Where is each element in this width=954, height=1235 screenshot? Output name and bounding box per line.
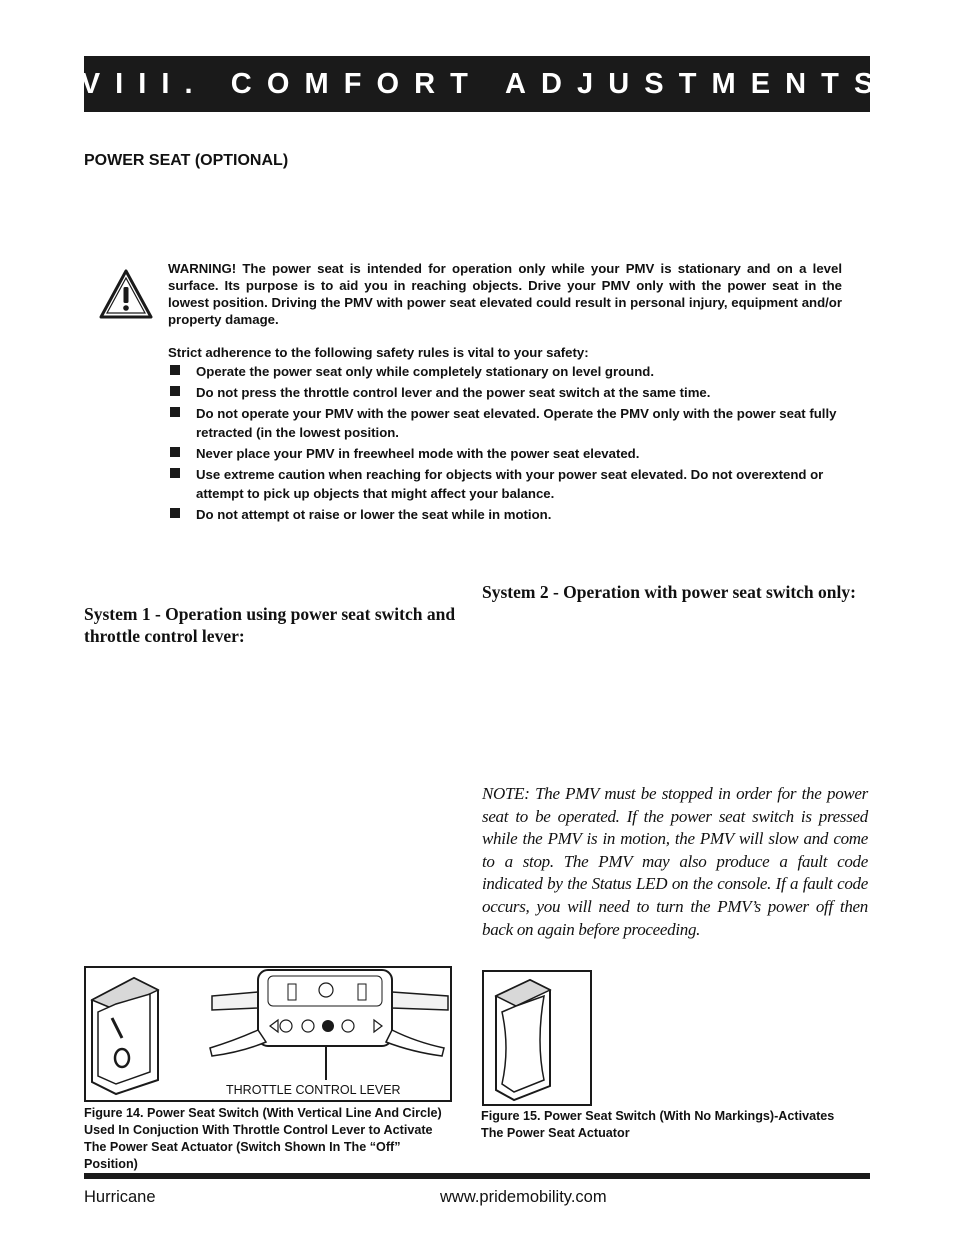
system2-heading: System 2 - Operation with power seat switch only: (482, 582, 856, 602)
chapter-title: VIII. COMFORT ADJUSTMENTS (80, 67, 889, 100)
safety-rules-intro: Strict adherence to the following safety rules is vital to your safety: (168, 345, 589, 360)
figure15-caption: Figure 15. Power Seat Switch (With No Markings)-Activates The Power Seat Actuator (481, 1109, 835, 1140)
system1-heading: System 1 - Operation using power seat switch and throttle control lever: (84, 604, 456, 646)
throttle-control-label: THROTTLE CONTROL LEVER (226, 1083, 401, 1097)
list-item: Do not attempt ot raise or lower the seat while in motion. (168, 505, 848, 524)
list-item: Never place your PMV in freewheel mode with the power seat elevated. (168, 444, 848, 463)
figure14-illustration (86, 968, 450, 1100)
figure14-caption: Figure 14. Power Seat Switch (With Vertical Line And Circle) Used In Conjuction With Throttle Control Lever to Activate The Power Seat Actuator (Switch Shown In The “Off” Position) (84, 1106, 442, 1171)
warning-triangle-icon (98, 268, 154, 320)
list-item: Do not press the throttle control lever and the power seat switch at the same time. (168, 383, 848, 402)
chapter-banner (80, 56, 889, 112)
console-illustration (210, 970, 448, 1080)
list-item: Do not operate your PMV with the power seat elevated. Operate the PMV only with the power seat fully retracted (in the lowest position. (168, 404, 848, 442)
warning-text: WARNING! The power seat is intended for operation only while your PMV is stationary and on a level surface. Its purpose is to aid you in reaching objects. Drive your PMV only with the power seat in the lowest position. Driving the PMV with power seat elevated could result in personal injury, equipment and/or property damage. (168, 261, 842, 327)
figure15-frame (482, 970, 592, 1106)
list-item: Use extreme caution when reaching for objects with your power seat elevated. Do not overextend or attempt to pick up objects that might affect your balance. (168, 465, 848, 503)
safety-rules-list (168, 362, 848, 526)
rocker-switch-marked (92, 978, 158, 1094)
rocker-switch-unmarked (484, 972, 590, 1104)
figure14-frame (84, 966, 452, 1102)
list-item: Operate the power seat only while completely stationary on level ground. (168, 362, 848, 381)
note-text: NOTE: The PMV must be stopped in order for the power seat to be operated. If the power seat switch is pressed while the PMV is in motion, the PMV will slow and come to a stop. The PMV may also produce a fault code indicated by the Status LED on the console. If a fault code occurs, you will need to turn the PMV’s power off then back on again before proceeding. (482, 784, 868, 939)
footer-website: www.pridemobility.com (440, 1188, 607, 1206)
footer-divider (84, 1173, 870, 1179)
footer-product-name: Hurricane (84, 1188, 156, 1206)
section-title: POWER SEAT (OPTIONAL) (84, 152, 289, 169)
